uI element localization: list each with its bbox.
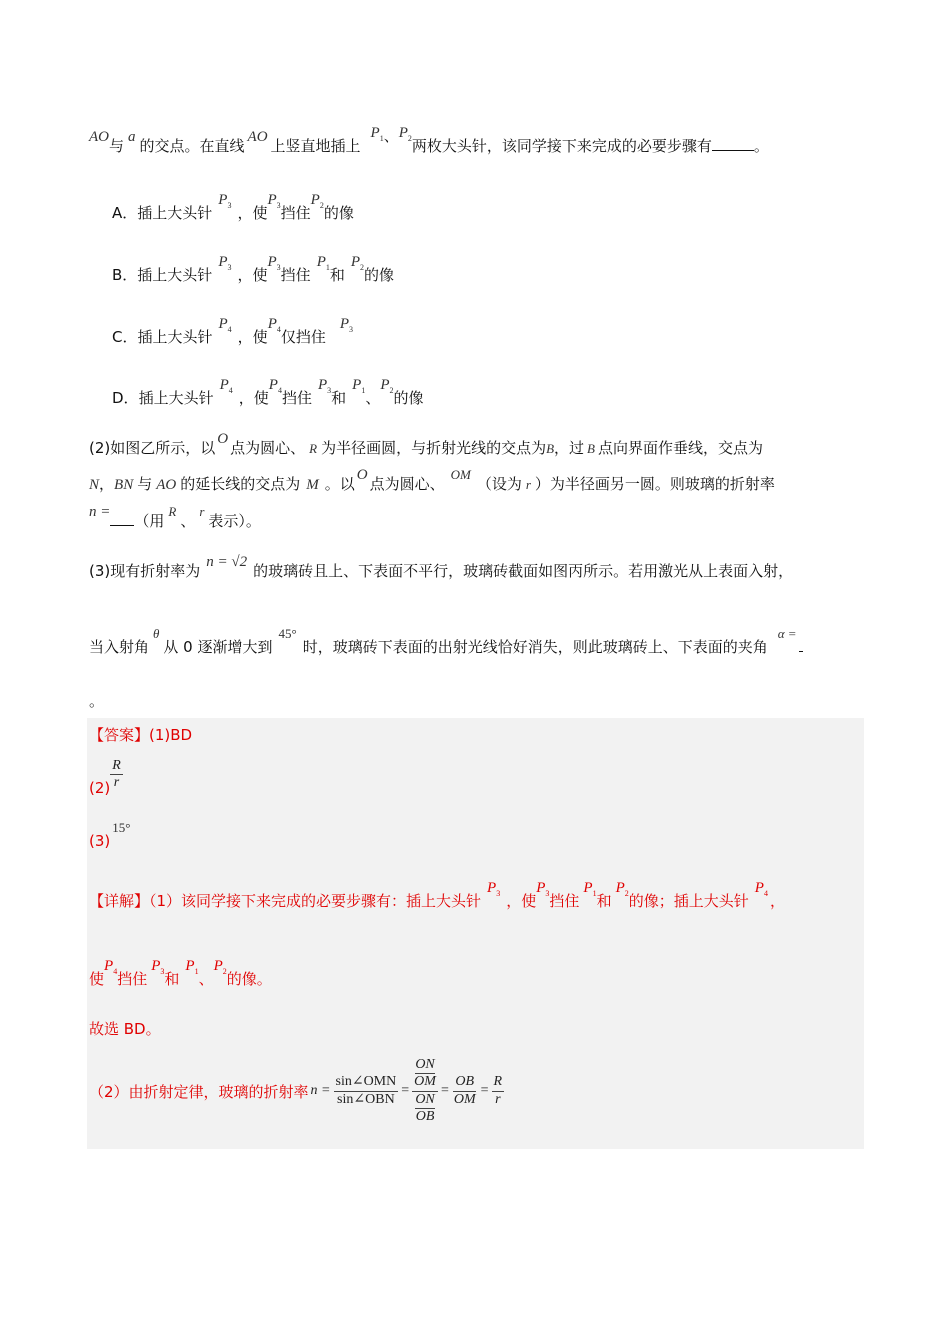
equals-sign: =: [480, 1083, 489, 1098]
text: 与: [109, 137, 125, 155]
equals-sign: =: [440, 1083, 449, 1098]
math-P3: $P_3$: [487, 880, 501, 898]
text: 插上大头针: [137, 266, 213, 284]
answer-blank: [110, 525, 134, 526]
text: 、: [383, 127, 399, 145]
math-theta: θ: [153, 626, 160, 641]
text: ，使: [238, 389, 269, 407]
text: (2): [89, 779, 111, 798]
answer-part2: [89, 758, 123, 798]
math-P3: $P_3$: [339, 316, 354, 334]
math-P2: $P_2$: [380, 377, 394, 395]
math-alpha-eq: α =: [777, 626, 797, 641]
text: (2)如图乙所示，以: [89, 439, 216, 457]
part3-line-2: [89, 626, 803, 657]
text: (3)现有折射率为: [89, 562, 201, 580]
math-P4: $P_4$: [218, 316, 232, 334]
math-P3: $P_3$: [267, 254, 281, 272]
text: ，: [769, 892, 785, 910]
text: 。以: [324, 475, 355, 493]
question-line-1: [89, 125, 769, 156]
math-P2: $P_2$: [213, 958, 227, 976]
text: ，使: [237, 266, 268, 284]
math-r: r: [525, 477, 531, 492]
text: ，使: [237, 204, 268, 222]
text: 和: [331, 389, 347, 407]
math-P2: $P_2$: [398, 125, 412, 143]
math-B: B: [587, 441, 595, 456]
text: （设为: [476, 475, 522, 493]
text: ，使: [506, 892, 537, 910]
math-P3: $P_3$: [536, 880, 550, 898]
math-P2: $P_2$: [615, 880, 629, 898]
text: 点为圆心、: [230, 439, 306, 457]
math-AO: AO: [247, 129, 268, 145]
option-d: [112, 377, 424, 408]
text: （用: [134, 512, 165, 530]
text: 表示）。: [208, 512, 261, 530]
fraction-sin: $\frac{\text{sin∠OMN}}{\text{sin∠OBN}}$: [335, 1074, 397, 1107]
text: 的像；插上大头针: [628, 892, 749, 910]
text: ，使: [237, 328, 268, 346]
math-15-degrees: 15°: [112, 820, 131, 835]
part3-line-1: [89, 554, 794, 581]
option-c: [112, 316, 354, 347]
text: ，过: [554, 439, 585, 457]
text: 挡住: [117, 970, 148, 988]
compound-fraction: ON OM ON OB: [414, 1057, 436, 1124]
answer-label: 【答案】(1)BD: [89, 726, 193, 744]
math-AO: AO: [156, 477, 177, 493]
math-BN: BN: [114, 477, 134, 493]
text: 的玻璃砖且上、下表面不平行，玻璃砖截面如图丙所示。若用激光从上表面入射，: [253, 562, 794, 580]
math-P4: $P_4$: [267, 316, 281, 334]
fraction-R-r: $\frac{R}{r}$: [493, 1074, 503, 1107]
text: 点为圆心、: [369, 475, 445, 493]
text: 的像。: [226, 970, 272, 988]
math-P3: $P_3$: [267, 192, 281, 210]
math-P2: $P_2$: [350, 254, 365, 272]
text: 的像: [393, 389, 424, 407]
fraction-OB-OM: $\frac{OB}{OM}$: [453, 1074, 476, 1107]
math-P3: $P_3$: [218, 254, 232, 272]
text: 的延长线的交点为: [180, 475, 301, 493]
equals-sign: =: [401, 1083, 410, 1098]
option-b: [112, 254, 395, 285]
text: 点向界面作垂线，交点为: [598, 439, 764, 457]
text: 【详解】（1）该同学接下来完成的必要步骤有：插上大头针: [89, 892, 482, 910]
option-letter: B．: [112, 266, 138, 284]
text: 挡住: [549, 892, 580, 910]
text: (3): [89, 832, 111, 850]
text: 插上大头针: [137, 204, 213, 222]
part2-line-1: [89, 431, 764, 458]
math-n-sqrt2: n = √2: [206, 554, 248, 570]
text: 、: [198, 970, 214, 988]
text: 挡住: [280, 266, 311, 284]
math-O: O: [356, 467, 368, 483]
math-M: M: [306, 477, 319, 493]
text: 和: [596, 892, 612, 910]
option-letter: C．: [112, 328, 138, 346]
part3-line-3: 。: [89, 692, 105, 710]
math-P1: $P_1$: [583, 880, 597, 898]
text: 的像: [364, 266, 395, 284]
math-n-eq: n =: [89, 504, 111, 520]
text: 的交点。在直线: [139, 137, 245, 155]
text: （2）由折射定律，玻璃的折射率: [89, 1082, 309, 1101]
formula-n: n =: [310, 1083, 331, 1098]
text: ）为半径画另一圆。则玻璃的折射率: [534, 475, 775, 493]
detail-line-2: [89, 958, 272, 989]
fraction-R-over-r: $\frac{R}{r}$: [112, 758, 121, 791]
part2-line-2: [89, 467, 775, 494]
text: 当入射角: [89, 638, 150, 656]
option-a: [112, 192, 354, 223]
text: 时，玻璃砖下表面的出射光线恰好消失，则此玻璃砖上、下表面的夹角: [302, 638, 768, 656]
text: ，: [99, 475, 115, 493]
math-B: B: [546, 441, 555, 456]
answer-part3: [89, 818, 131, 850]
answer-blank: [712, 150, 754, 151]
math-R: R: [309, 441, 318, 456]
text: 上竖直地插上: [270, 137, 361, 155]
text: 与: [137, 475, 153, 493]
text: 、: [180, 512, 196, 530]
text: 使: [89, 970, 105, 988]
text: 和: [329, 266, 345, 284]
math-AO: AO: [89, 129, 109, 145]
math-P4: $P_4$: [219, 377, 233, 395]
math-P3: $P_3$: [317, 377, 332, 395]
math-P1: $P_1$: [316, 254, 330, 272]
refraction-formula: [309, 1057, 505, 1124]
math-R: R: [168, 504, 177, 519]
text: 的像: [323, 204, 354, 222]
detail-line-1: [89, 880, 785, 911]
math-OM: OM: [450, 467, 471, 482]
text: 两枚大头针，该同学接下来完成的必要步骤有: [411, 137, 712, 155]
text: 插上大头针: [137, 328, 213, 346]
option-letter: A．: [112, 204, 138, 222]
text: 仅挡住: [280, 328, 326, 346]
text: 挡住: [280, 204, 311, 222]
math-P3: $P_3$: [151, 958, 165, 976]
option-letter: D．: [112, 389, 139, 407]
math-r: r: [199, 504, 205, 519]
part2-line-3: [89, 504, 261, 531]
text: 挡住: [281, 389, 312, 407]
math-P3: $P_3$: [218, 192, 232, 210]
text: 、: [365, 389, 381, 407]
text: 和: [164, 970, 180, 988]
math-P4: $P_4$: [268, 377, 282, 395]
answer-blank: [799, 651, 803, 652]
math-P1: $P_1$: [352, 377, 366, 395]
text: 从 0 逐渐增大到: [163, 638, 273, 656]
text: 为半径画圆，与折射光线的交点为: [321, 439, 547, 457]
text: 。: [753, 137, 769, 155]
text: 插上大头针: [138, 389, 214, 407]
detail-line-4: [89, 1048, 504, 1134]
math-45-degrees: 45°: [278, 626, 297, 641]
math-O: O: [217, 431, 229, 447]
math-P1: $P_1$: [185, 958, 199, 976]
math-P1: $P_1$: [370, 125, 384, 143]
math-P4: $P_4$: [754, 880, 768, 898]
math-N: N: [89, 477, 100, 493]
math-P4: $P_4$: [104, 958, 118, 976]
math-P2: $P_2$: [310, 192, 324, 210]
math-a: a: [128, 129, 136, 145]
detail-line-3: 故选 BD。: [89, 1020, 161, 1038]
